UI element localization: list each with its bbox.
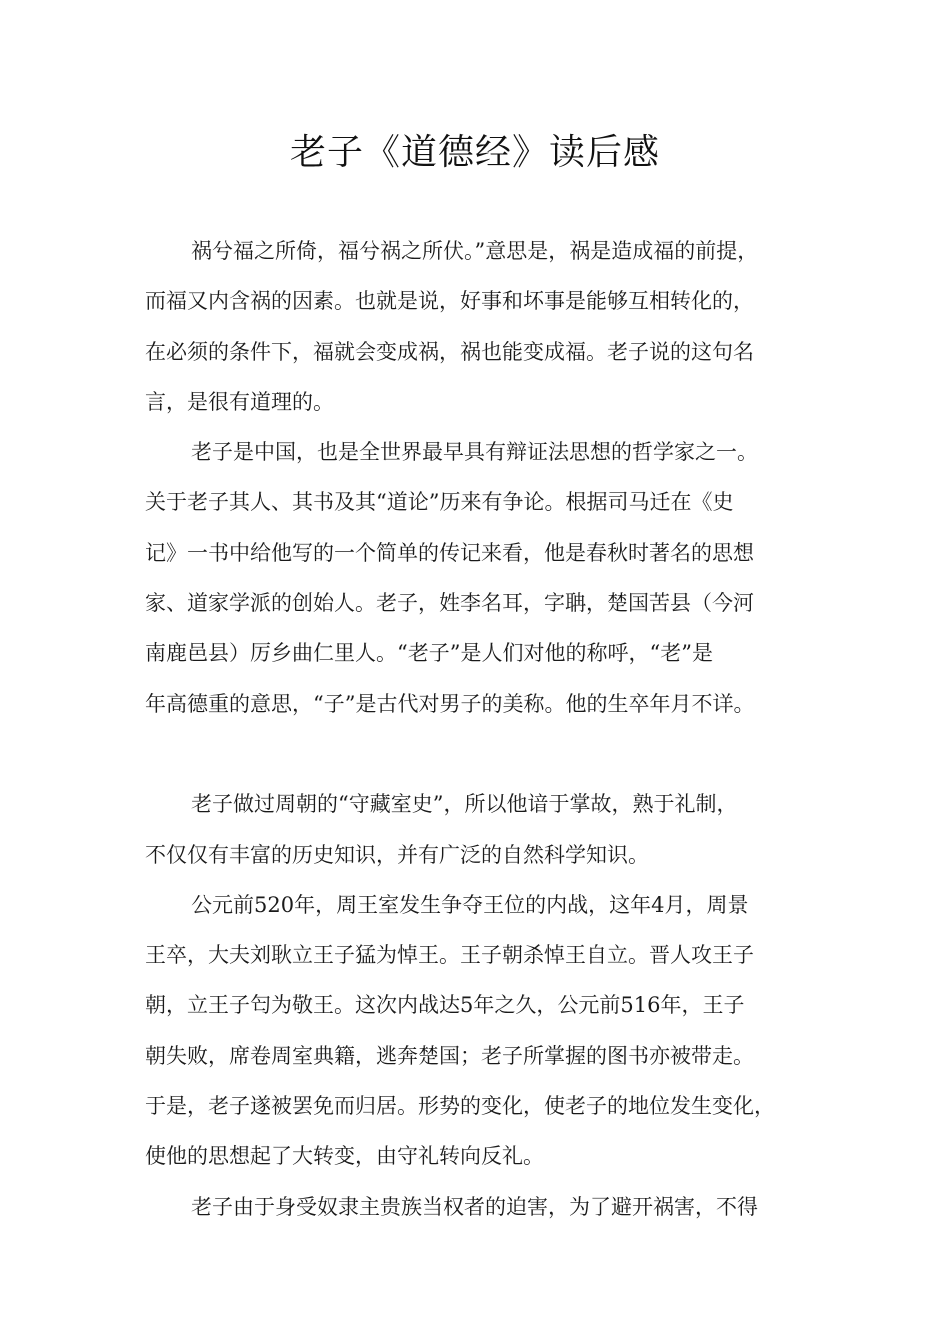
document-body xyxy=(145,226,825,1232)
text-line: 老子由于身受奴隶主贵族当权者的迫害，为了避开祸害，不得 xyxy=(191,1194,758,1219)
text-line: 朝，立王子匄为敬王。这次内战达5年之久，公元前516年，王子 xyxy=(145,993,745,1018)
text-line: 公元前520年，周王室发生争夺王位的内战，这年4月，周景 xyxy=(191,892,749,917)
text-line: 不仅仅有丰富的历史知识，并有广泛的自然科学知识。 xyxy=(145,842,649,867)
text-line: 王卒，大夫刘耿立王子猛为悼王。王子朝杀悼王自立。晋人攻王子 xyxy=(145,943,754,968)
text-line: 于是，老子遂被罢免而归居。形势的变化，使老子的地位发生变化， xyxy=(145,1094,775,1119)
paragraph-gap xyxy=(145,729,825,779)
text-line: 而福又内含祸的因素。也就是说，好事和坏事是能够互相转化的， xyxy=(145,289,754,314)
text-line: 老子是中国，也是全世界最早具有辩证法思想的哲学家之一。 xyxy=(191,440,758,465)
text-line: 年高德重的意思，“子”是古代对男子的美称。他的生卒年月不详。 xyxy=(145,691,755,716)
text-line: 言，是很有道理的。 xyxy=(145,389,334,414)
text-line: 关于老子其人、其书及其“道论”历来有争论。根据司马迁在《史 xyxy=(145,490,734,515)
text-line: 在必须的条件下，福就会变成祸，祸也能变成福。老子说的这句名 xyxy=(145,339,754,364)
text-line: 朝失败，席卷周室典籍，逃奔楚国；老子所掌握的图书亦被带走。 xyxy=(145,1043,754,1068)
text-line: 老子做过周朝的“守藏室史”，所以他谙于掌故，熟于礼制， xyxy=(191,792,738,817)
text-line: 祸兮福之所倚，福兮祸之所伏。”意思是，祸是造成福的前提， xyxy=(191,239,759,263)
text-line: 记》一书中给他写的一个简单的传记来看，他是春秋时著名的思想 xyxy=(145,540,754,565)
text-line: 家、道家学派的创始人。老子，姓李名耳，字聃，楚国苦县（今河 xyxy=(145,591,754,616)
text-line: 南鹿邑县）厉乡曲仁里人。“老子”是人们对他的称呼，“老”是 xyxy=(145,641,713,666)
document-title: 老子《道德经》读后感 xyxy=(289,132,660,173)
text-line: 使他的思想起了大转变，由守礼转向反礼。 xyxy=(145,1144,544,1169)
